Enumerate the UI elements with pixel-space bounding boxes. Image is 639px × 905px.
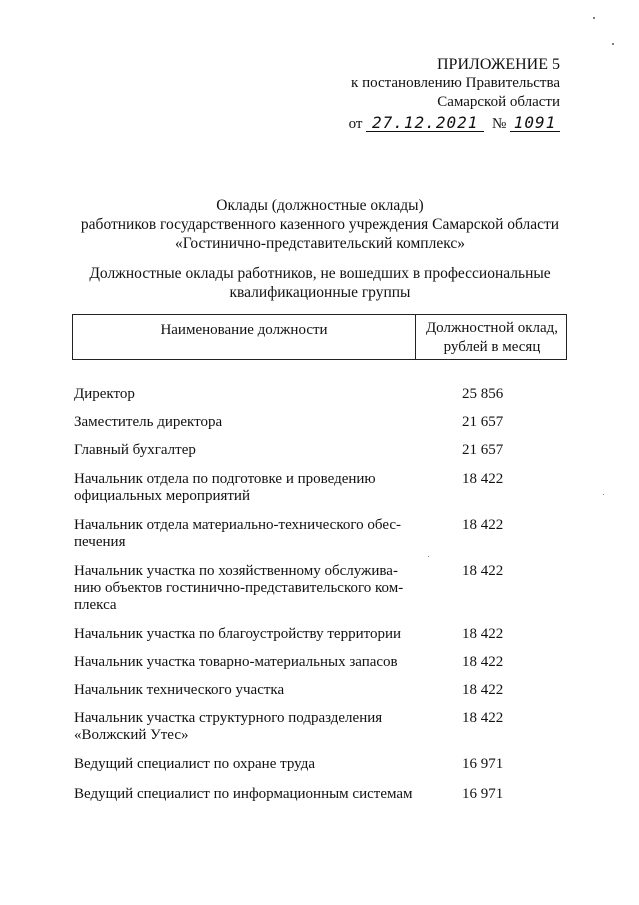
position-name bbox=[74, 756, 424, 773]
position-name bbox=[74, 442, 424, 459]
appendix-line-3: Самарской области bbox=[437, 94, 560, 110]
appendix-line-2: к постановлению Правительства bbox=[351, 75, 560, 91]
number-label: № bbox=[491, 116, 507, 132]
position-name-line: «Волжский Утес» bbox=[74, 727, 189, 743]
position-name-line: плекса bbox=[74, 597, 117, 613]
salary-value: 18 422 bbox=[462, 471, 504, 487]
position-name-line: Начальник отдела материально-технического обес- bbox=[74, 517, 401, 533]
position-name-line: Заместитель директора bbox=[74, 414, 223, 430]
header-salary bbox=[417, 315, 567, 359]
position-name-line: Начальник участка структурного подразделения bbox=[74, 710, 383, 726]
position-name-line: Начальник участка по хозяйственному обслужива- bbox=[74, 563, 398, 579]
position-name bbox=[74, 386, 424, 403]
salary-value: 21 657 bbox=[462, 414, 504, 430]
scan-speck bbox=[593, 17, 595, 19]
section-subtitle bbox=[60, 264, 580, 302]
position-name bbox=[74, 471, 424, 505]
table-header bbox=[72, 314, 567, 360]
salary-value: 18 422 bbox=[462, 626, 504, 642]
position-name-line: Ведущий специалист по охране труда bbox=[74, 756, 315, 772]
title-line-1: Оклады (должностные оклады) bbox=[216, 197, 424, 214]
position-name bbox=[74, 682, 424, 699]
header-salary-line-2: рублей в месяц bbox=[443, 339, 541, 355]
header-position: Наименование должности bbox=[73, 315, 416, 359]
position-name bbox=[74, 517, 424, 551]
document-title bbox=[60, 196, 580, 253]
resolution-line bbox=[300, 114, 560, 134]
salary-value: 16 971 bbox=[462, 756, 504, 772]
position-name-line: Директор bbox=[74, 386, 135, 402]
salary-value: 18 422 bbox=[462, 710, 504, 726]
subtitle-line-1: Должностные оклады работников, не вошедших в профессиональные bbox=[89, 265, 551, 282]
position-name bbox=[74, 626, 424, 643]
salary-value: 18 422 bbox=[462, 682, 504, 698]
scan-speck bbox=[612, 43, 614, 45]
salary-value: 18 422 bbox=[462, 517, 504, 533]
resolution-date: 27.12.2021 bbox=[366, 114, 484, 132]
salary-value: 18 422 bbox=[462, 563, 504, 579]
scan-speck bbox=[428, 556, 429, 557]
position-name bbox=[74, 710, 424, 744]
header-salary-line-1: Должностной оклад, bbox=[425, 320, 559, 336]
appendix-title: ПРИЛОЖЕНИЕ 5 bbox=[436, 56, 560, 73]
position-name-line: официальных мероприятий bbox=[74, 488, 250, 504]
position-name-line: Ведущий специалист по информационным системам bbox=[74, 786, 413, 802]
salary-value: 16 971 bbox=[462, 786, 504, 802]
position-name-line: Главный бухгалтер bbox=[74, 442, 196, 458]
resolution-number: 1091 bbox=[510, 114, 560, 132]
from-label: от bbox=[348, 116, 363, 132]
position-name-line: Начальник участка товарно-материальных запасов bbox=[74, 654, 398, 670]
appendix-header bbox=[300, 55, 560, 134]
position-name-line: печения bbox=[74, 534, 126, 550]
title-line-3: «Гостинично-представительский комплекс» bbox=[175, 235, 465, 252]
position-name-line: Начальник участка по благоустройству территории bbox=[74, 626, 402, 642]
salary-value: 18 422 bbox=[462, 654, 504, 670]
subtitle-line-2: квалификационные группы bbox=[229, 284, 411, 301]
position-name-line: Начальник отдела по подготовке и проведению bbox=[74, 471, 376, 487]
salary-value: 21 657 bbox=[462, 442, 504, 458]
position-name bbox=[74, 414, 424, 431]
scan-speck bbox=[603, 494, 604, 495]
position-name-line: нию объектов гостинично-представительского ком- bbox=[74, 580, 404, 596]
position-name bbox=[74, 654, 424, 671]
position-name bbox=[74, 786, 424, 803]
position-name-line: Начальник технического участка bbox=[74, 682, 285, 698]
salary-value: 25 856 bbox=[462, 386, 504, 402]
title-line-2: работников государственного казенного учреждения Самарской области bbox=[80, 216, 560, 233]
position-name bbox=[74, 563, 424, 614]
